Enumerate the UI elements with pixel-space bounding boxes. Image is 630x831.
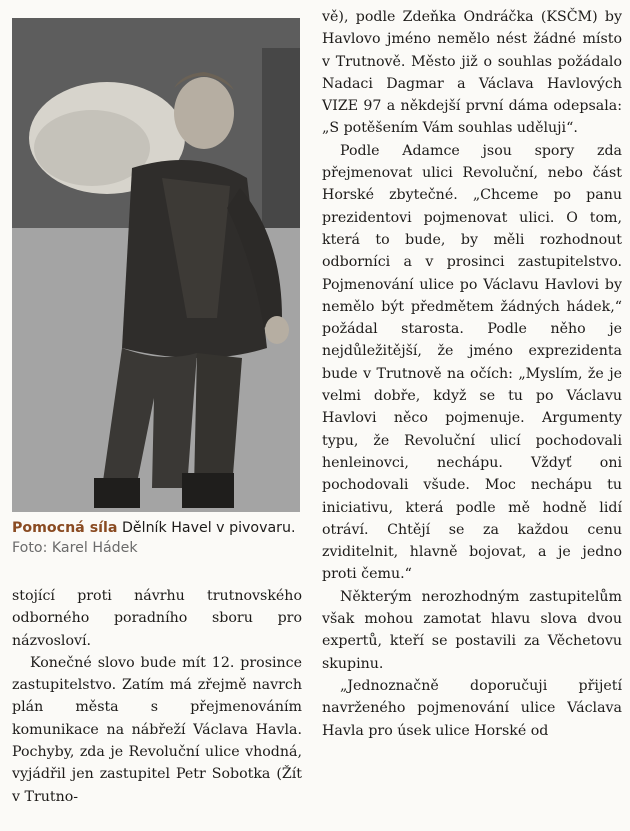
article-photo (12, 18, 300, 512)
caption-text: Dělník Havel v pivovaru. (121, 520, 296, 536)
caption-credit: Foto: Karel Hádek (12, 540, 138, 556)
left-paragraph-1: stojící proti návrhu trutnovského odborného poradního sboru pro názvosloví. (12, 588, 302, 649)
right-paragraph-1: vě), podle Zdeňka Ondráčka (KSČM) by Havlovo jméno nemělo nést žádné místo v Trutnově. Město již o souhlas požádalo Nadaci Dagmar a Václava Havlových VIZE 97 a někdejší první dáma odepsala: „S potěšením Vám souhlas uděluji“. (322, 9, 622, 137)
photo-illustration (12, 18, 300, 512)
left-column-text (12, 585, 302, 808)
photo-caption (12, 518, 302, 558)
right-paragraph-4: „Jednoznačně doporučuji přijetí navrženého pojmenování ulice Václava Havla pro úsek ulice Horské od (322, 677, 622, 739)
right-paragraph-3: Některým nerozhodným zastupitelům však mohou zamotat hlavu slova dvou expertů, kteří se postavili za Věchetovu skupinu. (322, 588, 622, 672)
right-paragraph-2: Podle Adamce jsou spory zda přejmenovat ulici Revoluční, nebo část Horské zbytečné. „Chceme po panu prezidentovi pojmenovat ulici. O tom, která to bude, by měli rozhodnout odborníci a v prosinci zastupitelstvo. Pojmenování ulice po Václavu Havlovi by nemělo být předmětem žádných hádek,“ požádal starosta. Podle něho je nejdůležitější, že jméno exprezidenta bude v Trutnově na očích: „Myslím, že je velmi dobře, když se tu po Václavu Havlovi něco pojmenuje. Argumenty typu, že Revoluční ulicí pochodovali henleinovci, nechápu. Vždyť oni pochodovali všude. Moc nechápu tu iniciativu, která podle mě hodně lidí otráví. Chtějí se za každou cenu zviditelnit, hlavně bojovat, a je jedno proti čemu.“ (322, 142, 622, 583)
caption-kicker: Pomocná síla (12, 520, 118, 536)
right-column-text (322, 6, 622, 742)
left-paragraph-2: Konečné slovo bude mít 12. prosince zastupitelstvo. Zatím má zřejmě navrch plán města s přejmenováním komunikace na nábřeží Václava Havla. Pochyby, zda je Revoluční ulice vhodná, vyjádřil jen zastupitel Petr Sobotka (Žít v Trutno- (12, 654, 302, 805)
